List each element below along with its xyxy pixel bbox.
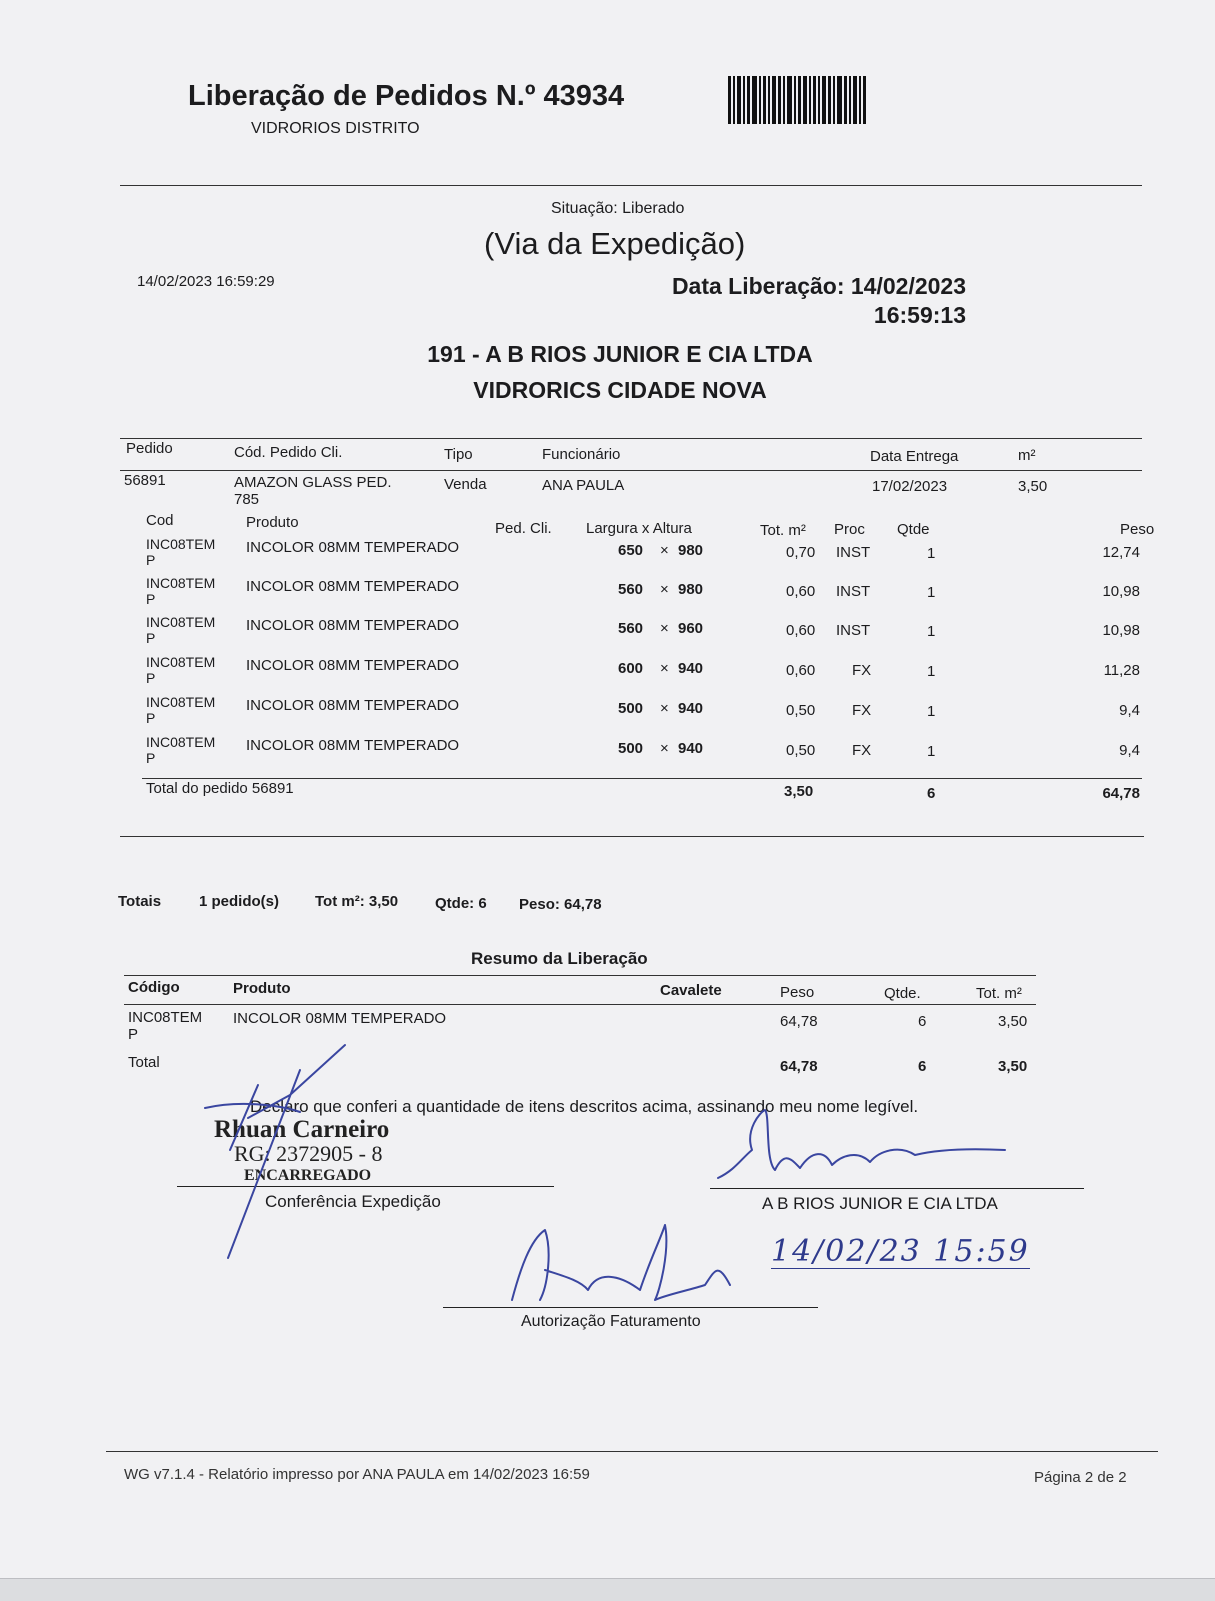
- row-cod: INC08TEM: [146, 575, 216, 591]
- row-tot-m2: 0,60: [786, 583, 816, 600]
- row-peso: 12,74: [1102, 544, 1140, 561]
- row-cod: INC08TEM: [146, 614, 216, 630]
- row-tot-m2: 0,70: [786, 544, 816, 561]
- stamp-role: ENCARREGADO: [244, 1167, 372, 1184]
- row-x: ×: [660, 581, 669, 598]
- order-m2: 3,50: [1018, 478, 1048, 495]
- row-cod-suffix: P: [146, 750, 156, 766]
- row-proc: INST: [836, 544, 871, 561]
- footer-left: WG v7.1.4 - Relatório impresso por ANA PAULA em 14/02/2023 16:59: [124, 1466, 590, 1483]
- col-tipo: Tipo: [444, 446, 473, 463]
- summary-col-codigo: Código: [128, 979, 180, 996]
- row-altura: 940: [678, 700, 704, 717]
- row-qtde: 1: [927, 703, 936, 720]
- via-label: (Via da Expedição): [484, 226, 746, 261]
- row-cod: INC08TEM: [146, 536, 216, 552]
- order-pedido: 56891: [124, 472, 166, 489]
- row-proc: FX: [852, 742, 872, 759]
- document-title: Liberação de Pedidos N.º 43934: [188, 80, 625, 112]
- row-cod-suffix: P: [146, 670, 156, 686]
- summary-col-peso: Peso: [780, 984, 815, 1001]
- order-total-label: Total do pedido 56891: [146, 780, 294, 797]
- row-altura: 960: [678, 620, 704, 637]
- row-tot-m2: 0,60: [786, 662, 816, 679]
- row-peso: 9,4: [1119, 742, 1140, 759]
- row-produto: INCOLOR 08MM TEMPERADO: [246, 657, 460, 674]
- footer-rule: [106, 1451, 1158, 1452]
- row-altura: 980: [678, 542, 704, 559]
- row-peso: 10,98: [1102, 583, 1140, 600]
- document-subtitle: VIDRORIOS DISTRITO: [251, 120, 420, 137]
- status-text: Situação: Liberado: [551, 200, 685, 217]
- signature-company: [718, 1110, 1005, 1178]
- row-x: ×: [660, 660, 669, 677]
- row-proc: INST: [836, 622, 871, 639]
- order-funcionario: ANA PAULA: [542, 477, 625, 494]
- summary-row-peso: 64,78: [780, 1013, 818, 1030]
- row-largura: 650: [618, 542, 644, 559]
- summary-col-qtde: Qtde.: [884, 985, 921, 1002]
- row-proc: INST: [836, 583, 871, 600]
- items-col-tot-m2: Tot. m²: [760, 522, 806, 539]
- col-cod-pedido-cli: Cód. Pedido Cli.: [234, 444, 343, 461]
- order-cod-line2: 785: [234, 491, 260, 508]
- row-peso: 10,98: [1102, 622, 1140, 639]
- summary-total-peso: 64,78: [780, 1058, 818, 1075]
- row-proc: FX: [852, 662, 872, 679]
- row-produto: INCOLOR 08MM TEMPERADO: [246, 539, 460, 556]
- totals-m2: Tot m²: 3,50: [315, 893, 399, 910]
- items-col-proc: Proc: [834, 521, 865, 538]
- stamp-rg: RG: 2372905 - 8: [234, 1141, 383, 1166]
- autorizacao-label: Autorização Faturamento: [521, 1313, 701, 1330]
- col-funcionario: Funcionário: [542, 446, 621, 463]
- row-cod-suffix: P: [146, 591, 156, 607]
- items-col-cod: Cod: [146, 512, 174, 529]
- row-x: ×: [660, 700, 669, 717]
- row-peso: 11,28: [1103, 662, 1140, 679]
- company-label: A B RIOS JUNIOR E CIA LTDA: [762, 1194, 998, 1213]
- footer-page: Página 2 de 2: [1034, 1469, 1127, 1486]
- row-qtde: 1: [927, 545, 936, 562]
- declaration-text: Declaro que conferi a quantidade de itens descritos acima, assinando meu nome legível.: [250, 1097, 919, 1116]
- release-date-line2: 16:59:13: [873, 302, 966, 328]
- summary-col-cavalete: Cavalete: [660, 982, 722, 999]
- print-timestamp: 14/02/2023 16:59:29: [137, 273, 275, 290]
- items-col-produto: Produto: [246, 514, 299, 531]
- totals-qtde: Qtde: 6: [435, 895, 487, 912]
- row-cod-suffix: P: [146, 630, 156, 646]
- summary-total-qtde: 6: [918, 1058, 927, 1075]
- conferencia-label: Conferência Expedição: [265, 1192, 441, 1211]
- signature-ana-paula: [512, 1225, 730, 1300]
- totals-pedidos: 1 pedido(s): [199, 893, 280, 910]
- row-cod: INC08TEM: [146, 694, 216, 710]
- summary-col-produto: Produto: [233, 980, 291, 997]
- summary-code-suffix: P: [128, 1026, 139, 1043]
- order-total-m2: 3,50: [784, 783, 814, 800]
- summary-row-produto: INCOLOR 08MM TEMPERADO: [233, 1010, 447, 1027]
- row-qtde: 1: [927, 663, 936, 680]
- row-largura: 500: [618, 700, 644, 717]
- row-largura: 600: [618, 660, 644, 677]
- items-col-ped-cli: Ped. Cli.: [495, 520, 552, 537]
- row-tot-m2: 0,60: [786, 622, 816, 639]
- order-tipo: Venda: [444, 476, 487, 493]
- summary-code: INC08TEM: [128, 1009, 203, 1026]
- order-total-qtde: 6: [927, 785, 936, 802]
- row-cod: INC08TEM: [146, 654, 216, 670]
- items-col-largura-altura: Largura x Altura: [586, 520, 692, 537]
- col-data-entrega: Data Entrega: [870, 448, 959, 465]
- stamp-name: Rhuan Carneiro: [214, 1116, 390, 1143]
- summary-total-label: Total: [128, 1054, 160, 1071]
- summary-title: Resumo da Liberação: [471, 949, 648, 968]
- order-data-entrega: 17/02/2023: [872, 478, 948, 495]
- release-date-line1: Data Liberação: 14/02/2023: [671, 273, 966, 299]
- row-cod-suffix: P: [146, 552, 156, 568]
- col-pedido: Pedido: [126, 440, 173, 457]
- row-x: ×: [660, 542, 669, 559]
- row-tot-m2: 0,50: [786, 742, 816, 759]
- row-qtde: 1: [927, 584, 936, 601]
- summary-total-tot-m2: 3,50: [998, 1058, 1028, 1075]
- underlying-page-edge: [0, 1578, 1215, 1601]
- summary-col-tot-m2: Tot. m²: [976, 985, 1022, 1002]
- col-m2: m²: [1018, 447, 1036, 464]
- row-peso: 9,4: [1119, 702, 1140, 719]
- row-produto: INCOLOR 08MM TEMPERADO: [246, 697, 460, 714]
- row-x: ×: [660, 620, 669, 637]
- row-altura: 980: [678, 581, 704, 598]
- row-proc: FX: [852, 702, 872, 719]
- row-largura: 560: [618, 620, 644, 637]
- order-cod-line1: AMAZON GLASS PED.: [234, 474, 392, 491]
- row-tot-m2: 0,50: [786, 702, 816, 719]
- items-col-peso: Peso: [1120, 521, 1155, 538]
- totals-label: Totais: [118, 893, 162, 910]
- items-col-qtde: Qtde: [897, 521, 930, 538]
- row-produto: INCOLOR 08MM TEMPERADO: [246, 737, 460, 754]
- client-line1: 191 - A B RIOS JUNIOR E CIA LTDA: [427, 341, 813, 367]
- row-altura: 940: [678, 740, 704, 757]
- totals-peso: Peso: 64,78: [519, 896, 602, 913]
- row-altura: 940: [678, 660, 704, 677]
- row-qtde: 1: [927, 743, 936, 760]
- row-largura: 500: [618, 740, 644, 757]
- summary-row-tot-m2: 3,50: [998, 1013, 1028, 1030]
- order-total-peso: 64,78: [1102, 785, 1140, 802]
- row-x: ×: [660, 740, 669, 757]
- row-cod: INC08TEM: [146, 734, 216, 750]
- row-produto: INCOLOR 08MM TEMPERADO: [246, 578, 460, 595]
- row-qtde: 1: [927, 623, 936, 640]
- handwritten-date: 14/02/23 15:59: [771, 1234, 1030, 1269]
- row-cod-suffix: P: [146, 710, 156, 726]
- row-produto: INCOLOR 08MM TEMPERADO: [246, 617, 460, 634]
- signature-rhuan: [205, 1045, 345, 1258]
- client-line2: VIDRORICS CIDADE NOVA: [473, 377, 767, 403]
- row-largura: 560: [618, 581, 644, 598]
- summary-row-qtde: 6: [918, 1013, 927, 1030]
